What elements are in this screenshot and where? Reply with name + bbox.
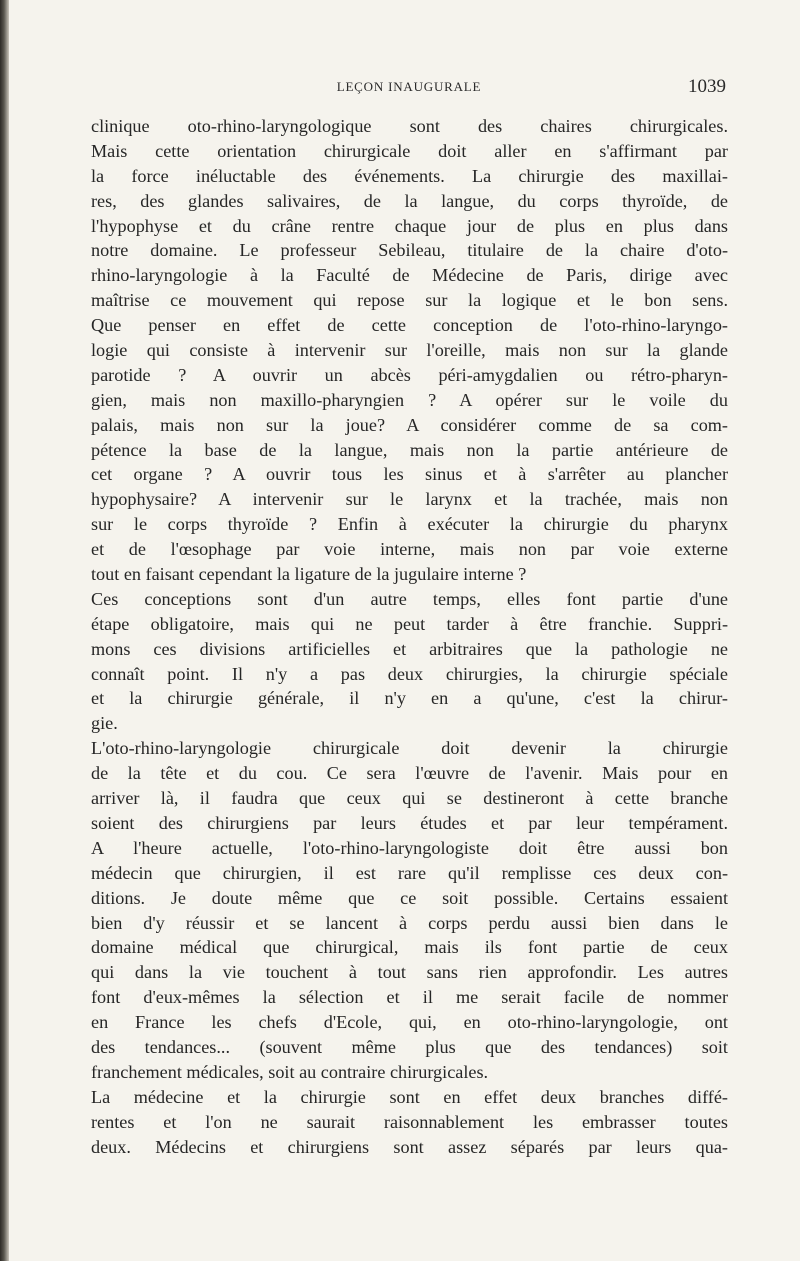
text-line: Ces conceptions sont d'un autre temps, elles font partie d'une (91, 588, 728, 609)
text-line: tout en faisant cependant la ligature de la jugulaire interne ? (91, 564, 527, 585)
text-line: arriver là, il faudra que ceux qui se destineront à cette branche (91, 788, 728, 809)
text-line: soient des chirurgiens par leurs études et par leur tempérament. (91, 812, 728, 833)
text-line: La médecine et la chirurgie sont en effet deux branches diffé- (91, 1086, 728, 1107)
text-line: qui dans la vie touchent à tout sans rien approfondir. Les autres (91, 962, 728, 983)
text-line: gien, mais non maxillo-pharyngien ? A opérer sur le voile du (91, 389, 728, 410)
text-line: cet organe ? A ouvrir tous les sinus et à s'arrêter au plancher (91, 464, 728, 485)
text-line: connaît point. Il n'y a pas deux chirurgies, la chirurgie spéciale (91, 663, 728, 684)
text-line: médecin que chirurgien, il est rare qu'il remplisse ces deux con- (91, 862, 728, 883)
text-line: L'oto-rhino-laryngologie chirurgicale doit devenir la chirurgie (91, 738, 728, 759)
text-line: domaine médical que chirurgical, mais ils font partie de ceux (91, 937, 728, 958)
text-line: mons ces divisions artificielles et arbitraires que la pathologie ne (91, 638, 728, 659)
text-line: res, des glandes salivaires, de la langue, du corps thyroïde, de (91, 190, 728, 211)
text-line: franchement médicales, soit au contraire chirurgicales. (91, 1061, 489, 1082)
text-line: sur le corps thyroïde ? Enfin à exécuter la chirurgie du pharynx (91, 514, 728, 535)
text-line: logie qui consiste à intervenir sur l'oreille, mais non sur la glande (91, 340, 728, 361)
text-line: de la tête et du cou. Ce sera l'œuvre de l'avenir. Mais pour en (91, 763, 728, 784)
text-line: Que penser en effet de cette conception de l'oto-rhino-laryngo- (91, 315, 728, 336)
page-binding-edge (0, 0, 9, 1261)
text-line: notre domaine. Le professeur Sebileau, titulaire de la chaire d'oto- (91, 240, 728, 261)
text-line: Mais cette orientation chirurgicale doit aller en s'affirmant par (91, 140, 728, 161)
running-title: LEÇON INAUGURALE (336, 79, 482, 94)
text-line: deux. Médecins et chirurgiens sont assez séparés par leurs qua- (91, 1136, 728, 1157)
text-line: bien d'y réussir et se lancent à corps perdu aussi bien dans le (91, 912, 728, 933)
text-line: ditions. Je doute même que ce soit possible. Certains essaient (91, 887, 728, 908)
text-line: gie. (91, 713, 118, 734)
text-line: pétence la base de la langue, mais non la partie antérieure de (91, 439, 728, 460)
text-line: maîtrise ce mouvement qui repose sur la logique et le bon sens. (91, 290, 728, 311)
text-line: A l'heure actuelle, l'oto-rhino-laryngologiste doit être aussi bon (91, 837, 728, 858)
text-line: parotide ? A ouvrir un abcès péri-amygdalien ou rétro-pharyn- (91, 364, 728, 385)
text-line: rhino-laryngologie à la Faculté de Médecine de Paris, dirige avec (91, 265, 728, 286)
text-line: des tendances... (souvent même plus que des tendances) soit (91, 1036, 728, 1057)
text-line: rentes et l'on ne saurait raisonnablement les embrasser toutes (91, 1111, 728, 1132)
text-line: en France les chefs d'Ecole, qui, en oto-rhino-laryngologie, ont (91, 1012, 728, 1033)
running-head (92, 76, 726, 100)
text-line: étape obligatoire, mais qui ne peut tarder à être franchie. Suppri- (91, 613, 728, 634)
text-line: clinique oto-rhino-laryngologique sont des chaires chirurgicales. (91, 116, 728, 136)
text-line: la force inéluctable des événements. La chirurgie des maxillai- (91, 165, 728, 186)
body-text (91, 114, 728, 1159)
page-number: 1039 (688, 76, 726, 97)
text-line: palais, mais non sur la joue? A considérer comme de sa com- (91, 414, 728, 435)
text-line: et la chirurgie générale, il n'y en a qu'une, c'est la chirur- (91, 688, 728, 709)
text-line: font d'eux-mêmes la sélection et il me serait facile de nommer (91, 987, 728, 1008)
text-line: et de l'œsophage par voie interne, mais non par voie externe (91, 539, 728, 560)
text-line: hypophysaire? A intervenir sur le larynx et la trachée, mais non (91, 489, 728, 510)
text-line: l'hypophyse et du crâne rentre chaque jour de plus en plus dans (91, 215, 728, 236)
